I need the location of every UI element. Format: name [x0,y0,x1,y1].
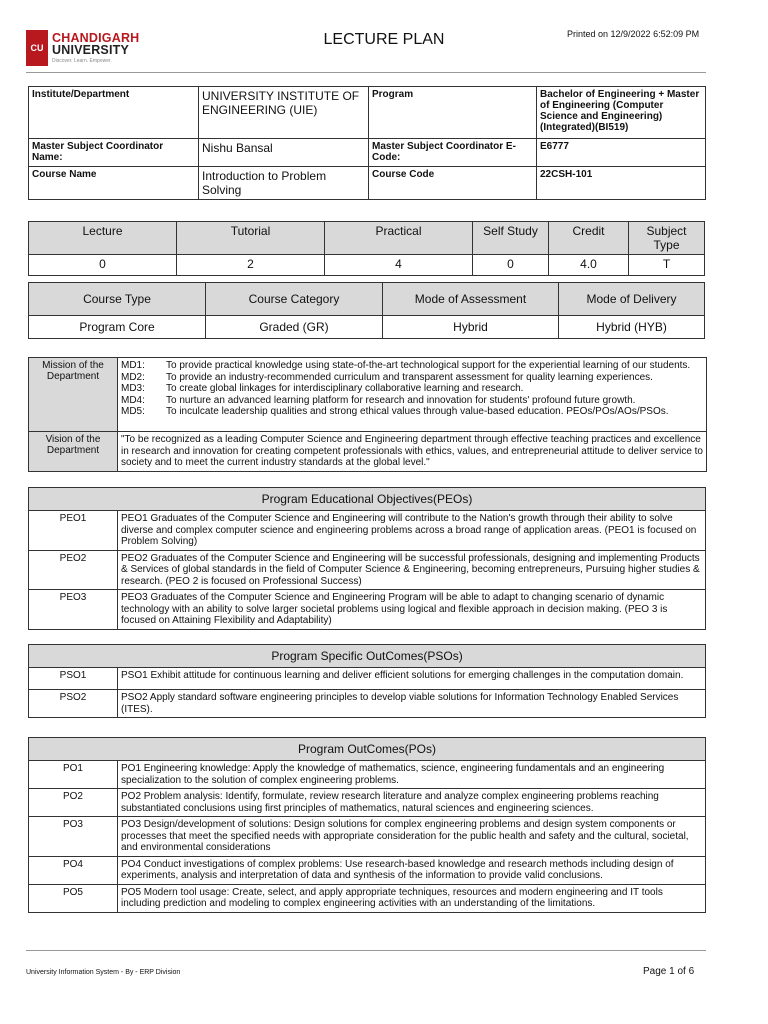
value-self-study: 0 [473,255,549,276]
peo-text: PEO3 Graduates of the Computer Science and Engineering Program will be able to adapt to changing scenario of dynamic technology with an ability to solve larger societal problems using logical and flexible approach in decision making. (PEO 3 is focused on Attaining Flexibility and Adaptability) [118,590,706,630]
mission-item [121,383,703,395]
header-self-study: Self Study [473,222,549,255]
footer-system-name: University Information System - By - ERP Division [26,969,181,976]
value-course-type: Program Core [29,316,206,339]
program-label: Program [369,87,537,139]
vision-label: Vision of the Department [29,432,118,472]
pso-code: PSO1 [29,668,118,690]
value-subject-type: T [629,255,705,276]
po-code: PO3 [29,817,118,857]
po-text: PO1 Engineering knowledge: Apply the knowledge of mathematics, science, engineering fundamentals and an engineering specialization to the solution of complex engineering problems. [118,761,706,789]
po-code: PO1 [29,761,118,789]
header-subject-type: Subject Type [629,222,705,255]
logo-tagline: Discover. Learn. Empower. [52,58,112,64]
header-mode-of-assessment: Mode of Assessment [383,283,559,316]
header-tutorial: Tutorial [177,222,325,255]
mission-text: To nurture an advanced learning platform for research and innovation for students' profound future growth. [166,394,636,406]
peo-code: PEO3 [29,590,118,630]
header-lecture: Lecture [29,222,177,255]
page-number: Page 1 of 6 [643,966,695,977]
course-name-label: Course Name [29,167,199,200]
po-table [28,737,706,913]
coordinator-name-value: Nishu Bansal [199,139,369,167]
coordinator-ecode-label: Master Subject Coordinator E-Code: [369,139,537,167]
peo-title: Program Educational Objectives(PEOs) [29,488,706,511]
po-text: PO2 Problem analysis: Identify, formulate, review research literature and analyze complex engineering problems reaching substantiated conclusions using first principles of mathematics, natural sciences and engineering sciences. [118,789,706,817]
header-divider [26,72,706,73]
coordinator-ecode-value: E6777 [537,139,706,167]
peo-code: PEO1 [29,511,118,551]
value-mode-of-delivery: Hybrid (HYB) [559,316,705,339]
mission-code: MD4: [121,394,145,406]
mission-list [118,358,707,432]
mission-vision-table [28,357,707,472]
peo-text: PEO2 Graduates of the Computer Science and Engineering will be successful professionals, designing and implementing Products & Services of global standards in the field of Computer Science & Engineering, becoming entrepreneurs, Pursuing higher studies & research. (PEO 2 is focused on Professional Success) [118,550,706,590]
vision-text: "To be recognized as a leading Computer Science and Engineering department through effective teaching practices and excellence in research and innovation for creating competent professionals with ethics, values, and entrepreneurial attitude to deliver service to society and to meet the current industry standards at the global level." [118,432,707,472]
pso-text: PSO2 Apply standard software engineering principles to develop viable solutions for Information Technology Enabled Services (ITES). [118,690,706,718]
header-course-category: Course Category [206,283,383,316]
value-mode-of-assessment: Hybrid [383,316,559,339]
po-code: PO4 [29,856,118,884]
value-credit: 4.0 [549,255,629,276]
pso-text: PSO1 Exhibit attitude for continuous learning and deliver efficient solutions for emerging challenges in the computation domain. [118,668,706,690]
mission-text: To provide an industry-recommended curriculum and transparent assessment for quality learning experiences. [166,371,653,383]
course-type-table [28,282,705,339]
coordinator-name-label: Master Subject Coordinator Name: [29,139,199,167]
pso-title: Program Specific OutComes(PSOs) [29,645,706,668]
value-practical: 4 [325,255,473,276]
logo-line2: UNIVERSITY [52,43,130,57]
pso-code: PSO2 [29,690,118,718]
mission-code: MD5: [121,406,145,417]
mission-code: MD3: [121,383,145,394]
course-code-label: Course Code [369,167,537,200]
po-code: PO5 [29,884,118,912]
logo-line1: CHANDIGARH [52,31,140,45]
page-title: LECTURE PLAN [323,31,445,48]
course-name-value: Introduction to Problem Solving [199,167,369,200]
value-course-category: Graded (GR) [206,316,383,339]
header-credit: Credit [549,222,629,255]
mission-item [121,395,703,407]
header-practical: Practical [325,222,473,255]
footer-divider [26,950,706,951]
mission-item [121,406,703,418]
peo-code: PEO2 [29,550,118,590]
institute-label: Institute/Department [29,87,199,139]
mission-item [121,360,703,372]
mission-text: To create global linkages for interdisciplinary collaborative learning and research. [166,383,524,394]
peo-text: PEO1 Graduates of the Computer Science and Engineering will contribute to the Nation's growth through their ability to solve diverse and complex computer science and engineering problems across a broad range of application areas. (PEO1 is focused on Problem Solving) [118,511,706,551]
printed-timestamp: Printed on 12/9/2022 6:52:09 PM [567,29,700,39]
pso-table [28,644,706,718]
value-tutorial: 2 [177,255,325,276]
po-text: PO5 Modern tool usage: Create, select, and apply appropriate techniques, resources and modern engineering and IT tools including prediction and modeling to complex engineering activities with an understanding of the limitations. [118,884,706,912]
institute-value: UNIVERSITY INSTITUTE OF ENGINEERING (UIE) [199,87,369,139]
mission-text: To provide practical knowledge using state-of-the-art technological support for the experiential learning of our students. [166,360,691,371]
mission-item [121,372,703,384]
po-title: Program OutComes(POs) [29,738,706,761]
course-code-value: 22CSH-101 [537,167,706,200]
course-info-table [28,86,706,200]
mission-label: Mission of the Department [29,358,118,432]
header-course-type: Course Type [29,283,206,316]
po-code: PO2 [29,789,118,817]
po-text: PO4 Conduct investigations of complex problems: Use research-based knowledge and research methods including design of experiments, analysis and interpretation of data and synthesis of the information to provide valid conclusions. [118,856,706,884]
program-value: Bachelor of Engineering + Master of Engineering (Computer Science and Engineering) (Integrated)(BI519) [537,87,706,139]
mission-text: To inculcate leadership qualities and strong ethical values through value-based education. PEOs/POs/AOs/PSOs. [166,406,669,417]
value-lecture: 0 [29,255,177,276]
mission-code: MD1: [121,360,145,371]
po-text: PO3 Design/development of solutions: Design solutions for complex engineering problems and design system components or processes that meet the specified needs with appropriate consideration for the public health and safety and the cultural, societal, and environmental considerations [118,817,706,857]
credit-table [28,221,705,276]
peo-table [28,487,706,630]
header-mode-of-delivery: Mode of Delivery [559,283,705,316]
logo-badge: CU [26,30,48,66]
mission-code: MD2: [121,371,145,383]
